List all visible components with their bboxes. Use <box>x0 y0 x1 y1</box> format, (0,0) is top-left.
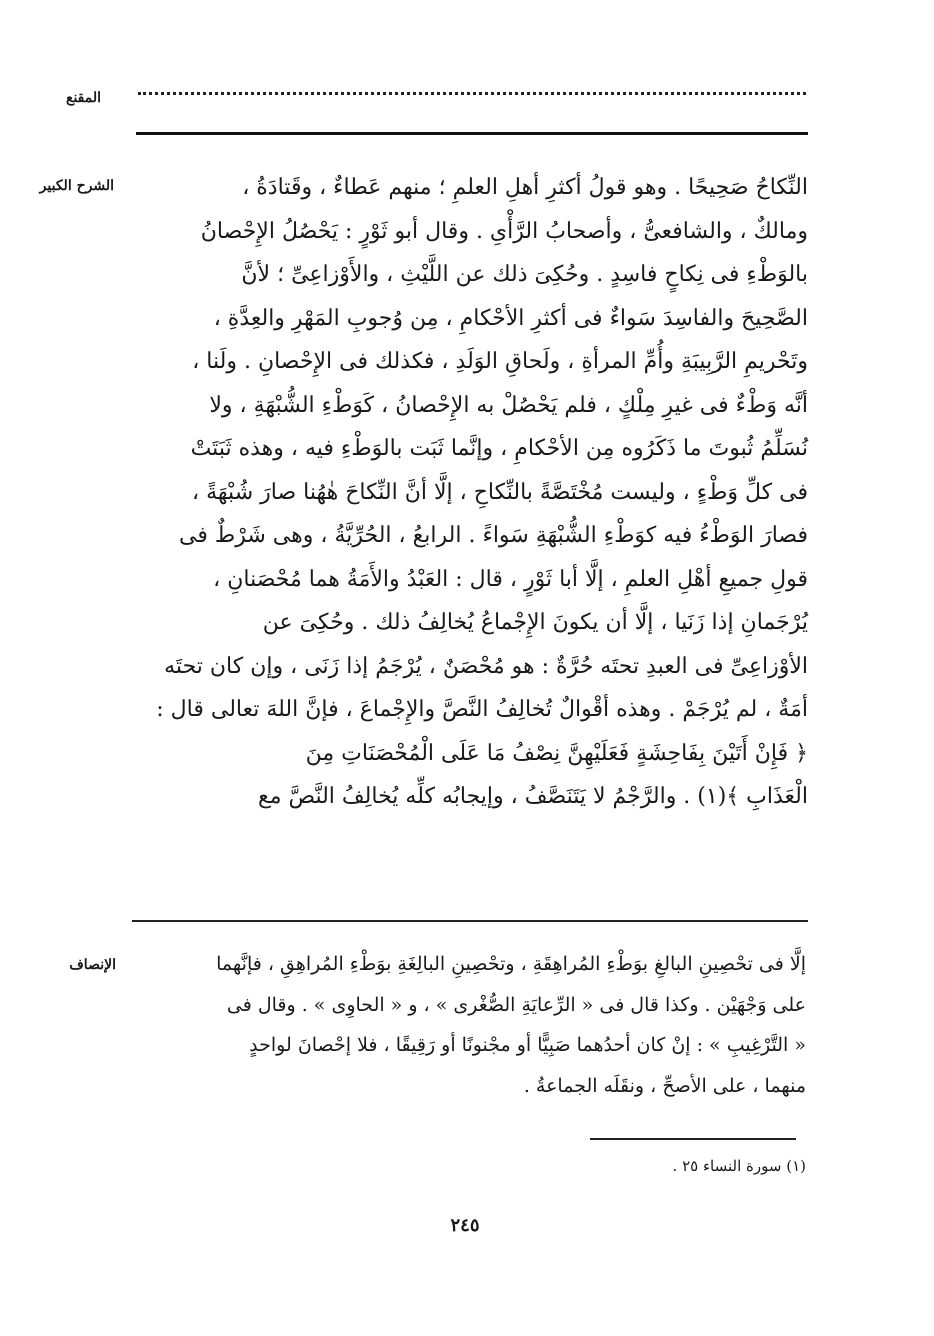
text-line: ومالكٌ ، والشافعىُّ ، وأصحابُ الرَّأْىِ . وقال أبو ثَوْرٍ : يَحْصُلُ الإِحْصانُ <box>200 218 808 244</box>
footnote-divider <box>590 1138 796 1140</box>
text-line: الصَّحِيحَ والفاسِدَ سَواءٌ فى أكثرِ الأحْكامِ ، مِن وُجوبِ المَهْرِ والعِدَّةِ ، <box>213 305 808 331</box>
quran-verse-line: ﴿ فَإِنْ أَتَيْنَ بِفَاحِشَةٍ فَعَلَيْهِنَّ نِصْفُ مَا عَلَى الْمُحْصَنَاتِ مِنَ <box>305 740 808 766</box>
text-line: النِّكاحُ صَحِيحًا . وهو قولُ أكثرِ أهلِ العلمِ ؛ منهم عَطاءٌ ، وقَتادَةُ ، <box>242 175 808 200</box>
text-line: يُرْجَمانِ إذا زَنَيا ، إلَّا أن يكونَ الإِجْماعُ يُخالِفُ ذلك . وحُكِىَ عن <box>262 610 808 635</box>
footnote: (١) سورة النساء ٢٥ . <box>672 1157 806 1175</box>
text-line: منهما ، على الأصحِّ ، ونقَلَه الجماعةُ . <box>523 1074 806 1097</box>
text-line: الأوْزاعِىِّ فى العبدِ تحتَه حُرَّةٌ : هو مُحْصَنٌ ، يُرْجَمُ إذا زَنَى ، وإن كان تحتَه <box>164 653 808 679</box>
text-line: نُسَلِّمُ ثُبوتَ ما ذَكَرُوه مِن الأحْكامِ ، وإنَّما ثَبَت بالوَطْءِ فيه ، وهذه ثَبَتَتْ <box>190 436 808 461</box>
insaf-text <box>134 944 806 1106</box>
text-line: بالوَطْءِ فى نِكاحٍ فاسِدٍ . وحُكِىَ ذلك عن اللَّيْثِ ، والأَوْزاعِىِّ ؛ لأنَّ <box>241 262 808 287</box>
book-title: المقنع <box>66 90 102 106</box>
quran-verse-line: الْعَذَابِ ﴾(١) . والرَّجْمُ لا يَتَنَصَّفُ ، وإيجابُه كلِّه يُخالِفُ النَّصَّ مع <box>258 784 808 809</box>
side-label-insaf: الإنصاف <box>69 957 116 973</box>
text-line: فى كلِّ وَطْءٍ ، وليست مُخْتَصَّةً بالنِّكاحِ ، إلَّا أنَّ النِّكاحَ هٰهُنا صارَ شُبْهَةً ، <box>192 479 808 505</box>
section-divider <box>132 920 808 922</box>
text-line: قولِ جميعِ أهْلِ العلمِ ، إلَّا أبا ثَوْرٍ ، قال : العَبْدُ والأَمَةُ هما مُحْصَنانِ ، <box>213 566 808 592</box>
page-number: ٢٤٥ <box>450 1215 480 1236</box>
header-rule <box>136 132 808 135</box>
text-line: إلَّا فى تحْصِينِ البالغِ بوَطْءِ المُراهِقَةِ ، وتحْصِينِ البالِغَةِ بوَطْءِ المُراهِقِ ، فإنَّهما <box>216 953 806 975</box>
text-line: أنَّه وَطْءٌ فى غيرِ مِلْكٍ ، فلم يَحْصُلْ به الإِحْصانُ ، كَوَطْءِ الشُّبْهَةِ ، ولا <box>209 392 808 418</box>
text-line: وتَحْريمِ الرَّبِيبَةِ وأُمِّ المرأةِ ، ولَحاقِ الوَلَدِ ، فكذلك فى الإِحْصانِ . ولَنا ، <box>192 349 808 374</box>
main-commentary-text <box>132 166 808 819</box>
text-line: على وَجْهَيْن . وكذا قال فى « الرِّعايَةِ الصُّغْرى » ، و « الحاوِى » . وقال فى <box>226 993 806 1016</box>
header-dotted-line <box>138 92 806 95</box>
text-line: أمَةٌ ، لم يُرْجَمْ . وهذه أقْوالٌ تُخالِفُ النَّصَّ والإِجْماعَ ، فإنَّ اللهَ تعالى قال : <box>156 697 808 722</box>
side-label-sharh-kabir: الشرح الكبير <box>39 178 114 194</box>
text-line: فصارَ الوَطْءُ فيه كوَطْءِ الشُّبْهَةِ سَواءً . الرابعُ ، الحُرِّيَّةُ ، وهى شَرْطٌ فى <box>179 523 808 548</box>
text-line: « التَّرْغِيبِ » : إنْ كان أحدُهما صَبِيًّا أو مجْنونًا أو رَقِيقًا ، فلا إحْصانَ لواحدٍ <box>249 1034 806 1056</box>
